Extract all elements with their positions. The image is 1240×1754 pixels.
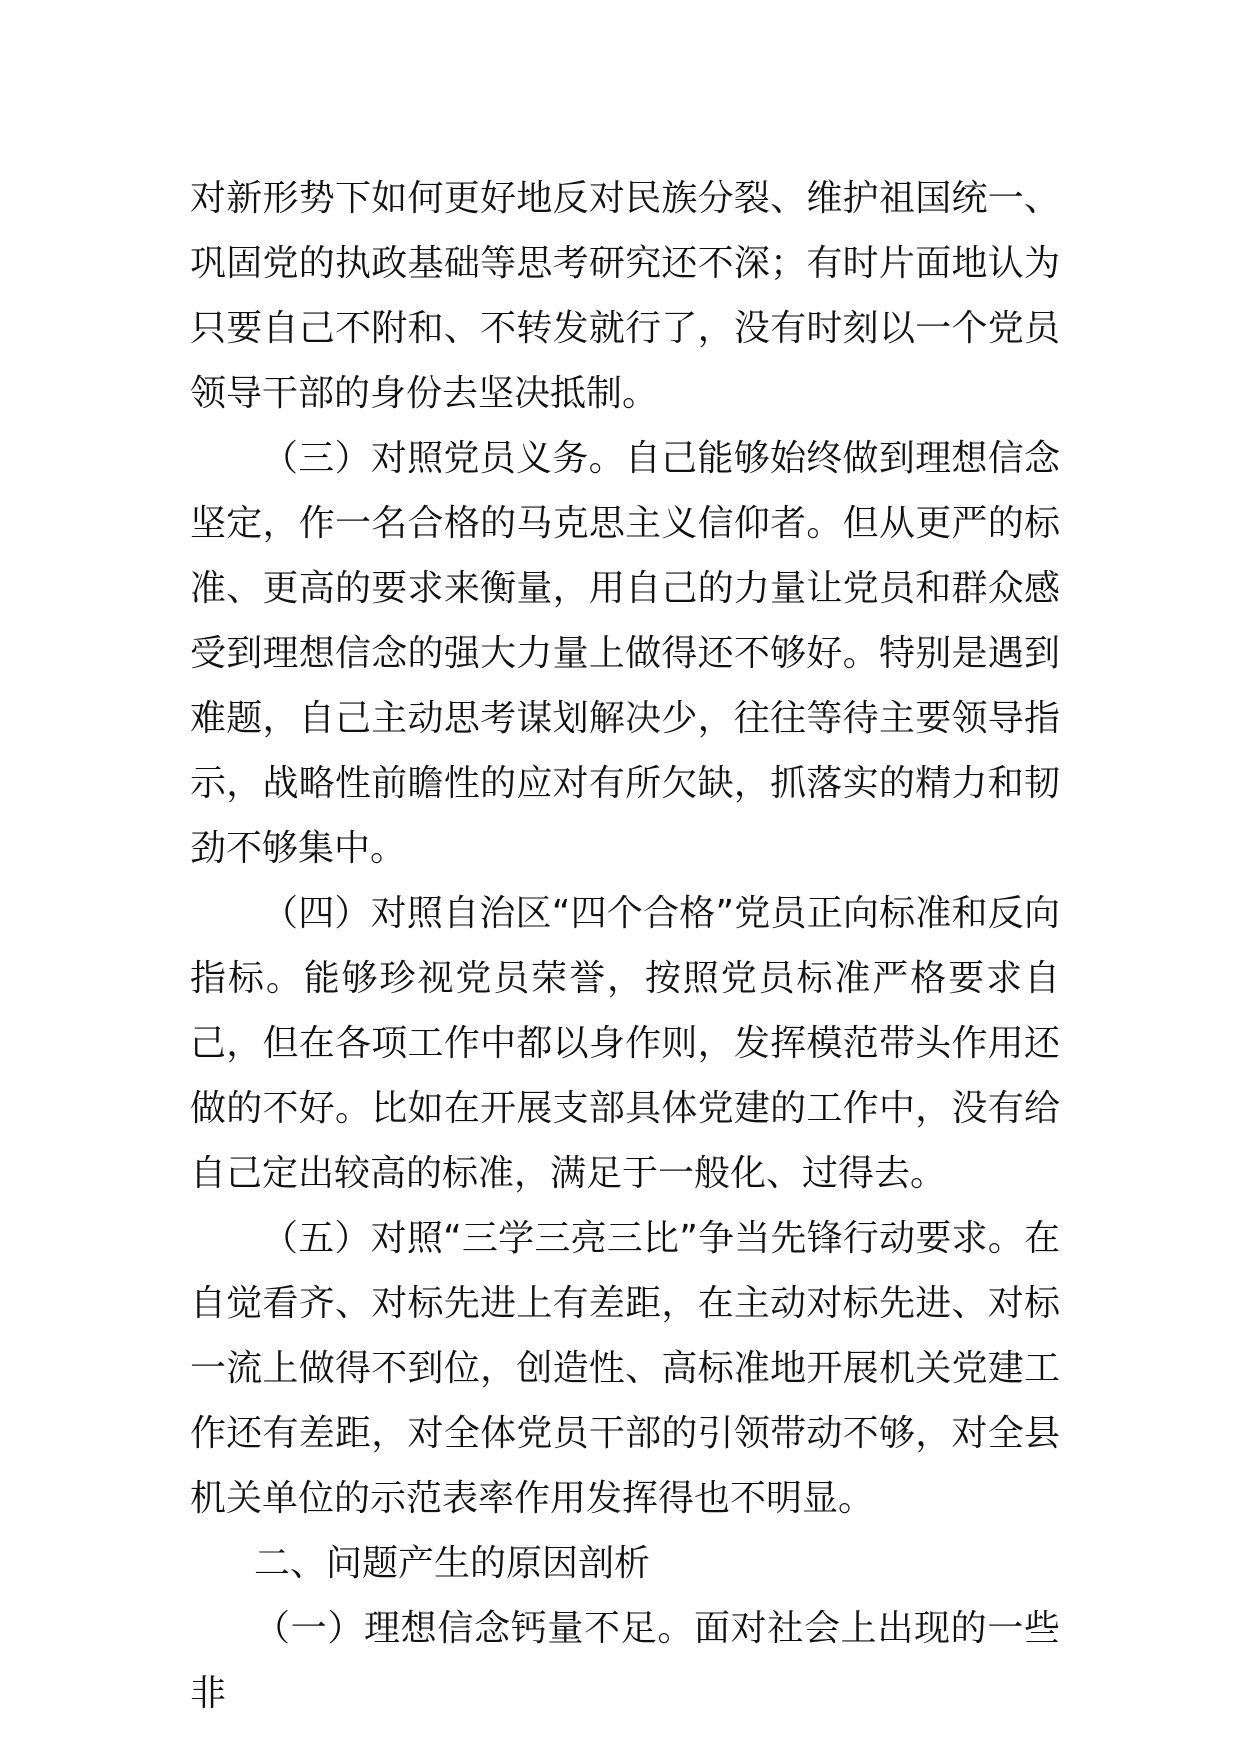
section-heading-cause-analysis: 二、问题产生的原因剖析	[254, 1543, 651, 1584]
paragraph-four-qualifications: （四）对照自治区“四个合格”党员正向标准和反向指标。能够珍视党员荣誉，按照党员标准严格要求自己，但在各项工作中都以身作则，发挥模范带头作用还做的不好。比如在开展支部具体党建的工作中，没有给自己定出较高的标准，满足于一般化、过得去。	[190, 893, 1060, 1194]
document-body	[190, 166, 1060, 1726]
paragraph-ideals-beliefs: （一）理想信念钙量不足。面对社会上出现的一些非	[190, 1608, 1060, 1714]
paragraph-three-learn: （五）对照“三学三亮三比”争当先锋行动要求。在自觉看齐、对标先进上有差距，在主动对标先进、对标一流上做得不到位，创造性、高标准地开展机关党建工作还有差距，对全体党员干部的引领带动不够，对全县机关单位的示范表率作用发挥得也不明显。	[190, 1218, 1060, 1519]
paragraph-party-obligations: （三）对照党员义务。自己能够始终做到理想信念坚定，作一名合格的马克思主义信仰者。但从更严的标准、更高的要求来衡量，用自己的力量让党员和群众感受到理想信念的强大力量上做得还不够好。特别是遇到难题，自己主动思考谋划解决少，往往等待主要领导指示，战略性前瞻性的应对有所欠缺，抓落实的精力和韧劲不够集中。	[190, 438, 1060, 869]
paragraph-continuation: 对新形势下如何更好地反对民族分裂、维护祖国统一、巩固党的执政基础等思考研究还不深；有时片面地认为只要自己不附和、不转发就行了，没有时刻以一个党员领导干部的身份去坚决抵制。	[190, 178, 1060, 414]
